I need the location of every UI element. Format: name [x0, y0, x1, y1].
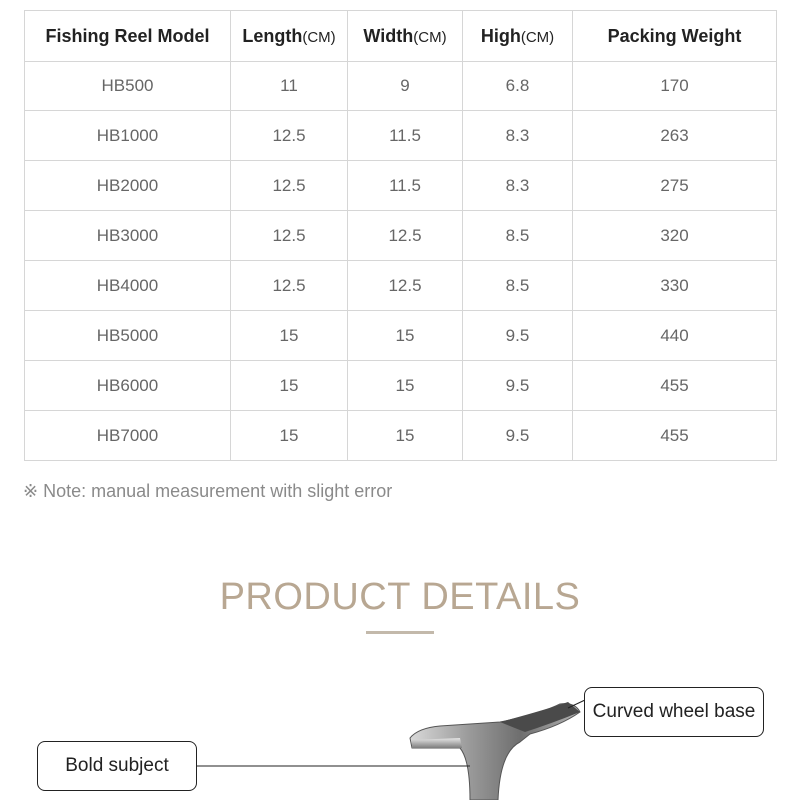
cell-high: 8.3	[463, 161, 573, 211]
cell-weight: 455	[573, 411, 777, 461]
table-row	[25, 261, 777, 311]
cell-model: HB5000	[25, 311, 231, 361]
table-row	[25, 62, 777, 111]
table-header-row	[25, 11, 777, 62]
table-row	[25, 361, 777, 411]
cell-weight: 320	[573, 211, 777, 261]
cell-model: HB4000	[25, 261, 231, 311]
cell-model: HB1000	[25, 111, 231, 161]
cell-weight: 263	[573, 111, 777, 161]
cell-width: 15	[348, 411, 463, 461]
cell-width: 15	[348, 361, 463, 411]
cell-length: 12.5	[231, 111, 348, 161]
cell-high: 9.5	[463, 411, 573, 461]
header-high: High(CM)	[463, 11, 573, 62]
section-title: PRODUCT DETAILS	[219, 576, 581, 618]
cell-model: HB7000	[25, 411, 231, 461]
title-underline	[366, 631, 434, 634]
cell-model: HB500	[25, 62, 231, 111]
cell-high: 9.5	[463, 361, 573, 411]
cell-length: 11	[231, 62, 348, 111]
cell-length: 12.5	[231, 261, 348, 311]
table-row	[25, 211, 777, 261]
cell-weight: 455	[573, 361, 777, 411]
cell-model: HB6000	[25, 361, 231, 411]
cell-length: 15	[231, 361, 348, 411]
cell-model: HB2000	[25, 161, 231, 211]
cell-weight: 440	[573, 311, 777, 361]
cell-width: 9	[348, 62, 463, 111]
callout-bold-subject: Bold subject	[37, 741, 197, 791]
cell-width: 12.5	[348, 211, 463, 261]
cell-model: HB3000	[25, 211, 231, 261]
cell-high: 9.5	[463, 311, 573, 361]
table-row	[25, 311, 777, 361]
header-weight: Packing Weight	[573, 11, 777, 62]
cell-weight: 170	[573, 62, 777, 111]
cell-width: 12.5	[348, 261, 463, 311]
cell-length: 12.5	[231, 161, 348, 211]
header-model: Fishing Reel Model	[25, 11, 231, 62]
table-row	[25, 411, 777, 461]
cell-length: 15	[231, 311, 348, 361]
measurement-note: ※ Note: manual measurement with slight error	[23, 481, 393, 501]
cell-length: 15	[231, 411, 348, 461]
cell-high: 8.3	[463, 111, 573, 161]
cell-width: 11.5	[348, 161, 463, 211]
table-row	[25, 161, 777, 211]
cell-width: 11.5	[348, 111, 463, 161]
cell-width: 15	[348, 311, 463, 361]
cell-length: 12.5	[231, 211, 348, 261]
cell-high: 8.5	[463, 261, 573, 311]
header-length: Length(CM)	[231, 11, 348, 62]
cell-weight: 275	[573, 161, 777, 211]
cell-weight: 330	[573, 261, 777, 311]
callout-curved-wheel-base: Curved wheel base	[584, 687, 764, 737]
table-body	[25, 62, 777, 461]
table-row	[25, 111, 777, 161]
cell-high: 6.8	[463, 62, 573, 111]
cell-high: 8.5	[463, 211, 573, 261]
header-width: Width(CM)	[348, 11, 463, 62]
spec-table	[24, 10, 777, 461]
